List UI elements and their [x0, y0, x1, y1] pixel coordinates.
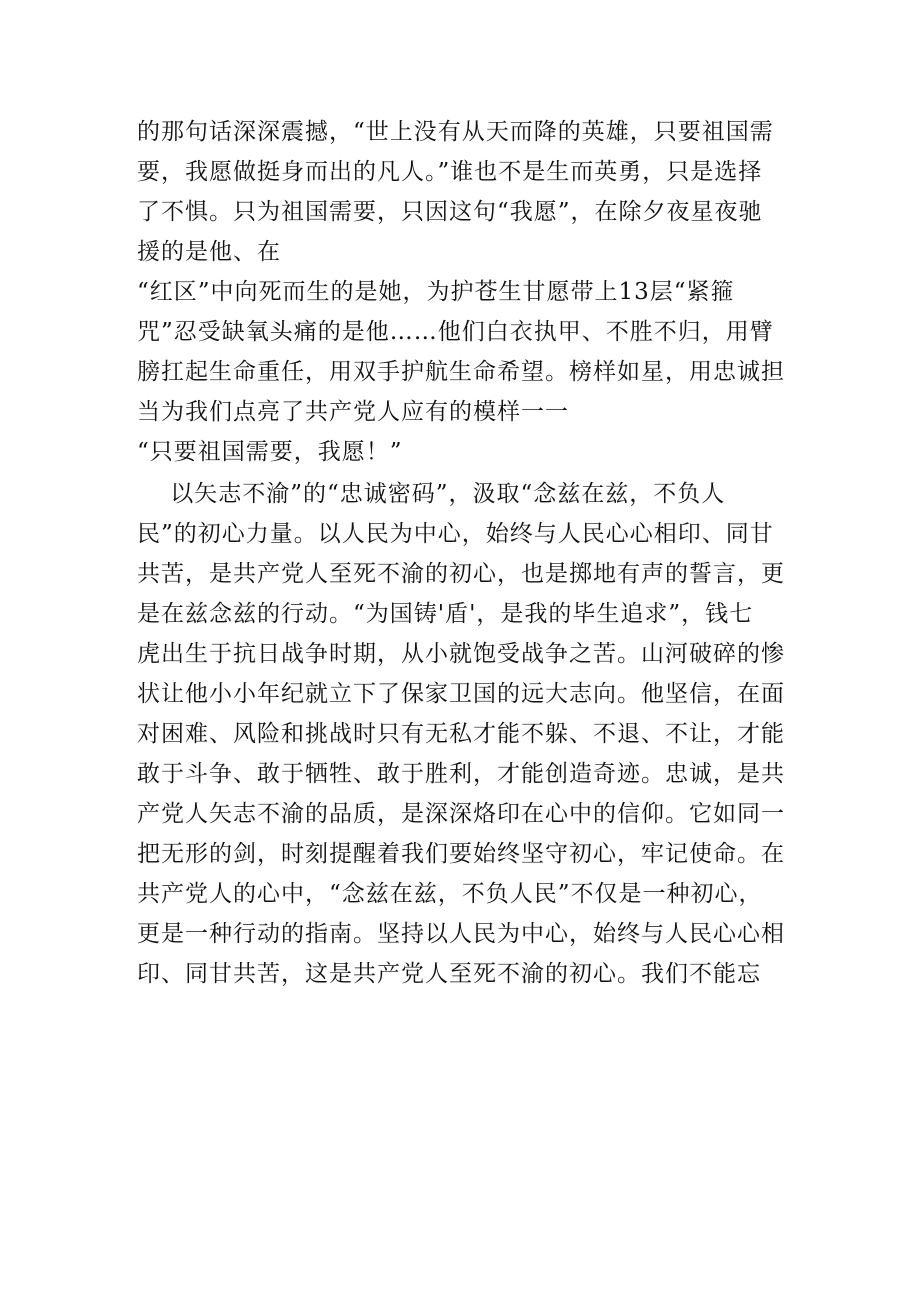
- text-line: 更是一种行动的指南。坚持以人民为中心，始终与人民心心相: [137, 921, 785, 947]
- text-line: “只要祖国需要，我愿！”: [137, 439, 403, 465]
- text-line: 敢于斗争、敢于牺牲、敢于胜利，才能创造奇迹。忠诚，是共: [137, 761, 785, 787]
- text-line: 把无形的剑，时刻提醒着我们要始终坚守初心，牢记使命。在: [137, 841, 785, 867]
- text-line: 援的是他、在: [137, 239, 281, 265]
- text-line: 当为我们点亮了共产党人应有的模样一一: [137, 399, 569, 425]
- text-line: 对困难、风险和挑战时只有无私才能不躲、不退、不让，才能: [137, 721, 785, 747]
- text-line: 共产党人的心中，“念兹在兹，不负人民”不仅是一种初心，: [137, 881, 763, 907]
- text-line: 膀扛起生命重任，用双手护航生命希望。榜样如星，用忠诚担: [137, 359, 785, 385]
- text-line: 共苦，是共产党人至死不渝的初心，也是掷地有声的誓言，更: [137, 561, 785, 587]
- text-line: 了不惧。只为祖国需要，只因这句“我愿”，在除夕夜星夜驰: [137, 199, 763, 225]
- text-line: 是在兹念兹的行动。“为国铸'盾'，是我的毕生追求”，钱七: [137, 601, 754, 627]
- text-line: 以矢志不渝”的“忠诚密码”，汲取“念兹在兹，不负人: [137, 481, 726, 507]
- text-line: 印、同甘共苦，这是共产党人至死不渝的初心。我们不能忘: [137, 961, 761, 987]
- text-line: 状让他小小年纪就立下了保家卫国的远大志向。他坚信，在面: [137, 681, 785, 707]
- text-line: 民”的初心力量。以人民为中心，始终与人民心心相印、同甘: [137, 521, 774, 547]
- text-line: “红区”中向死而生的是她，为护苍生甘愿带上13层“紧箍: [137, 279, 735, 305]
- text-line: 的那句话深深震撼，“世上没有从天而降的英雄，只要祖国需: [137, 119, 774, 145]
- text-line: 咒”忍受缺氧头痛的是他……他们白衣执甲、不胜不归，用臂: [137, 319, 774, 345]
- text-line: 虎出生于抗日战争时期，从小就饱受战争之苦。山河破碎的惨: [137, 641, 785, 667]
- text-line: 产党人矢志不渝的品质，是深深烙印在心中的信仰。它如同一: [137, 801, 785, 827]
- body-text: [137, 112, 797, 994]
- text-line: 要，我愿做挺身而出的凡人。”谁也不是生而英勇，只是选择: [137, 159, 763, 185]
